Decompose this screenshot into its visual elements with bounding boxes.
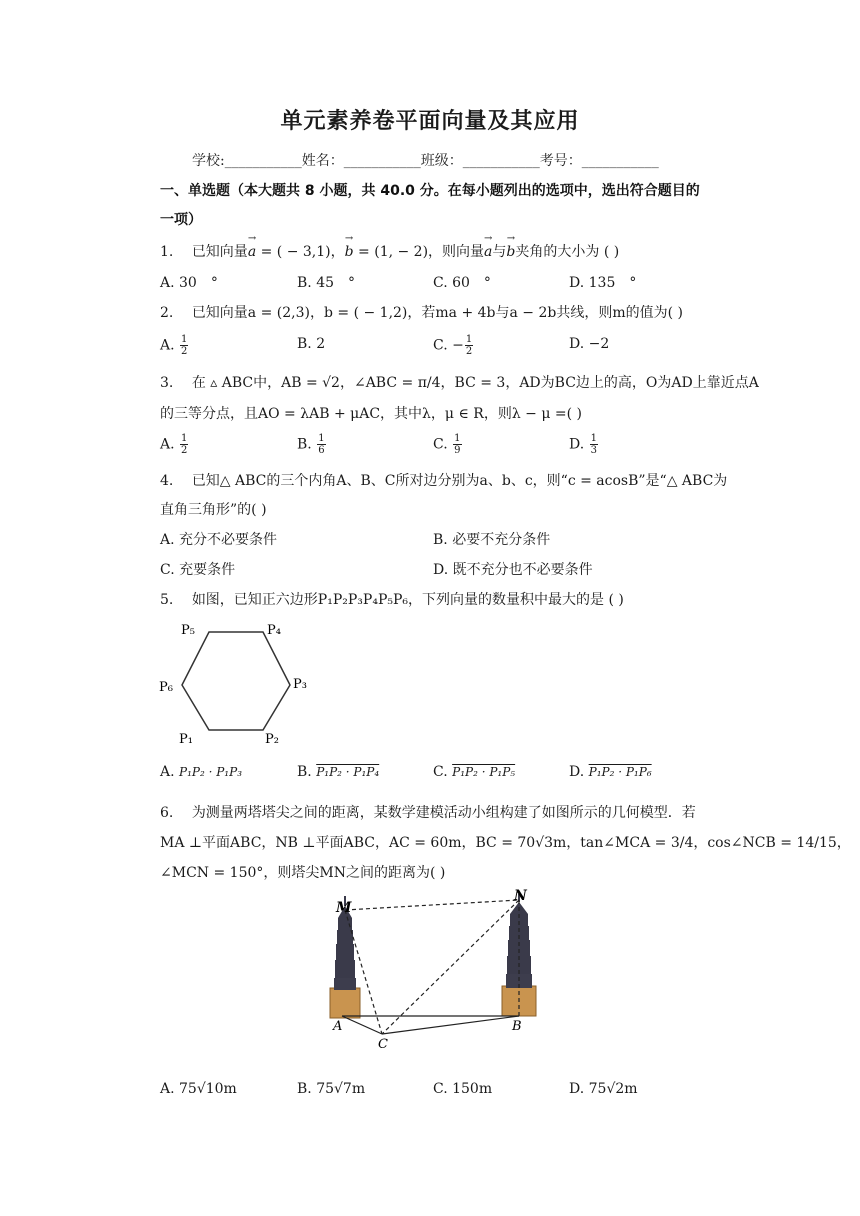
option-b: B. 45 ° bbox=[297, 275, 356, 291]
option-d: D. 75√2m bbox=[569, 1081, 638, 1097]
option-d: D. P₁P₂ · P₁P₆ bbox=[569, 764, 652, 780]
question-3 bbox=[160, 372, 759, 392]
label-m: M bbox=[336, 900, 352, 916]
question-number: 4. bbox=[160, 473, 174, 489]
q3-text-line1: 在 ▵ ABC中，AB = √2，∠ABC = π/4，BC = 3，AD为BC边上的高，O为AD上靠近点A bbox=[191, 375, 759, 391]
q6-text-line1: 为测量两塔塔尖之间的距离，某数学建模活动小组构建了如图所示的几何模型．若 bbox=[191, 805, 696, 821]
option-b: B. 75√7m bbox=[297, 1081, 366, 1097]
option-c: C. − $\frac{1}{2}$ bbox=[433, 334, 473, 357]
student-info-line: 学校:___________姓名：___________班级：___________考号：___________ bbox=[192, 153, 659, 169]
question-5 bbox=[160, 589, 624, 609]
question-4 bbox=[160, 470, 727, 490]
label-b: B bbox=[512, 1019, 522, 1034]
tower-figure bbox=[320, 888, 550, 1053]
option-d: D. 135 ° bbox=[569, 275, 637, 291]
label-p3: P₃ bbox=[293, 677, 307, 692]
q4-text-line1: 已知△ ABC的三个内角A、B、C所对边分别为a、b、c，则“c = acosB”是“△ ABC为 bbox=[191, 473, 728, 489]
label-p2: P₂ bbox=[265, 732, 279, 747]
q6-text-line3: ∠MCN = 150°，则塔尖MN之间的距离为( ) bbox=[160, 865, 446, 881]
q1-vector-a-value: = ( − 3,1)， bbox=[260, 244, 345, 260]
q4-text-line2: 直角三角形”的( ) bbox=[160, 502, 267, 518]
option-b: B. 2 bbox=[297, 336, 326, 352]
section-header-line1: 一、单选题（本大题共 8 小题，共 40.0 分。在每小题列出的选项中，选出符合题目的 bbox=[160, 183, 700, 199]
question-number: 6. bbox=[160, 805, 174, 821]
vector-a: → a bbox=[484, 244, 492, 260]
q2-text: 已知向量a = (2,3)，b = ( − 1,2)，若ma + 4b与a − 2b共线，则m的值为( ) bbox=[191, 305, 684, 321]
label-n: N bbox=[514, 888, 527, 904]
option-a: A. 30 ° bbox=[160, 275, 218, 291]
hexagon-shape bbox=[182, 632, 290, 730]
option-b: B. 必要不充分条件 bbox=[433, 532, 551, 548]
page-title: 单元素养卷平面向量及其应用 bbox=[280, 109, 580, 134]
geometry-lines bbox=[342, 900, 519, 1034]
label-p1: P₁ bbox=[179, 732, 193, 747]
option-b: B. P₁P₂ · P₁P₄ bbox=[297, 764, 380, 780]
q1-text-end: 夹角的大小为 ( ) bbox=[515, 244, 620, 260]
hexagon-figure bbox=[155, 615, 325, 755]
section-header-line2: 一项） bbox=[160, 212, 202, 228]
label-p4: P₄ bbox=[267, 623, 281, 638]
option-a: A. P₁P₂ · P₁P₃ bbox=[160, 764, 242, 780]
question-number: 1. bbox=[160, 244, 174, 260]
option-d: D. $\frac{1}{3}$ bbox=[569, 433, 598, 456]
label-p5: P₅ bbox=[181, 623, 195, 638]
option-a: A. $\frac{1}{2}$ bbox=[160, 334, 188, 357]
option-c: C. $\frac{1}{9}$ bbox=[433, 433, 461, 456]
question-1 bbox=[160, 241, 619, 261]
option-a-expression: P₁P₂ · P₁P₃ bbox=[179, 765, 242, 779]
option-d: D. 既不充分也不必要条件 bbox=[433, 562, 593, 578]
q1-conjunction: 与 bbox=[492, 244, 507, 260]
option-d-expression: P₁P₂ · P₁P₆ bbox=[588, 765, 652, 779]
option-a: A. 75√10m bbox=[160, 1081, 237, 1097]
question-2 bbox=[160, 302, 683, 322]
option-c: C. P₁P₂ · P₁P₅ bbox=[433, 764, 516, 780]
question-6 bbox=[160, 802, 696, 822]
question-number: 3. bbox=[160, 375, 174, 391]
vector-b: → b bbox=[506, 244, 515, 260]
option-a: A. $\frac{1}{2}$ bbox=[160, 433, 188, 456]
q5-text: 如图，已知正六边形P₁P₂P₃P₄P₅P₆，下列向量的数量积中最大的是 ( ) bbox=[191, 592, 624, 608]
q1-text: 已知向量 bbox=[191, 244, 248, 260]
option-c-expression: P₁P₂ · P₁P₅ bbox=[452, 765, 516, 779]
label-c: C bbox=[378, 1037, 388, 1052]
option-a: A. 充分不必要条件 bbox=[160, 532, 278, 548]
option-b-expression: P₁P₂ · P₁P₄ bbox=[316, 765, 380, 779]
question-number: 5. bbox=[160, 592, 174, 608]
q1-vector-b-value: = (1, − 2)，则向量 bbox=[358, 244, 485, 260]
vector-a: → a bbox=[248, 244, 256, 260]
option-c: C. 60 ° bbox=[433, 275, 491, 291]
label-p6: P₆ bbox=[159, 680, 173, 695]
q6-text-line2: MA ⊥平面ABC，NB ⊥平面ABC，AC = 60m，BC = 70√3m，tan∠MCA = 3/4，cos∠NCB = 14/15， bbox=[160, 835, 851, 851]
vector-b: → b bbox=[345, 244, 354, 260]
label-a: A bbox=[333, 1019, 343, 1034]
option-b: B. $\frac{1}{6}$ bbox=[297, 433, 325, 456]
option-d: D. −2 bbox=[569, 336, 610, 352]
option-c: C. 150m bbox=[433, 1081, 493, 1097]
q3-text-line2: 的三等分点，且AO = λAB + μAC，其中λ，μ ∈ R，则λ − μ =( ) bbox=[160, 406, 582, 422]
option-c: C. 充要条件 bbox=[160, 562, 236, 578]
question-number: 2. bbox=[160, 305, 174, 321]
